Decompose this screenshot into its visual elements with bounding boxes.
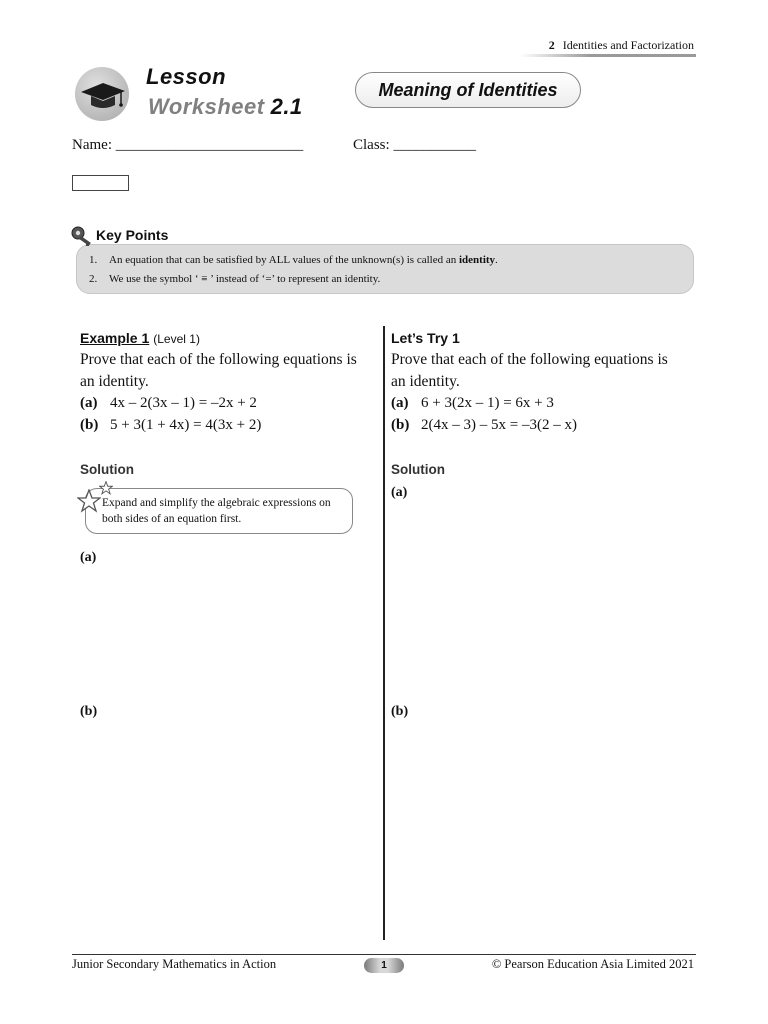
worksheet-number: 2.1 — [270, 94, 303, 119]
footer-copyright: © Pearson Education Asia Limited 2021 — [491, 957, 694, 971]
star-icon — [99, 481, 113, 495]
page-number: 1 — [364, 958, 404, 973]
name-label: Name: — [72, 137, 112, 153]
example-part-a: (a) 4x – 2(3x – 1) = –2x + 2 — [80, 395, 257, 411]
worksheet-title: Meaning of Identities — [355, 72, 581, 108]
example-solution-label: Solution — [80, 462, 134, 477]
example-answer-a: (a) — [80, 550, 97, 565]
lets-try-part-a: (a) 6 + 3(2x – 1) = 6x + 3 — [391, 395, 554, 411]
footer-book-title: Junior Secondary Mathematics in Action — [72, 957, 277, 971]
chapter-number: 2 — [548, 38, 555, 52]
example-answer-b: (b) — [80, 704, 98, 719]
chapter-header — [549, 38, 694, 53]
lets-try-solution-label: Solution — [391, 462, 445, 477]
lets-try-title: Let’s Try 1 — [391, 330, 460, 346]
name-blank: _________________________ — [115, 137, 304, 153]
chapter-title: Identities and Factorization — [562, 38, 694, 52]
chapter-rule — [520, 54, 696, 57]
worksheet-heading — [148, 94, 303, 120]
key-points-title: Key Points — [96, 227, 169, 243]
column-divider — [383, 326, 385, 940]
lesson-label: Lesson — [146, 64, 227, 89]
lets-try-answer-b: (b) — [391, 704, 409, 719]
star-icon — [77, 489, 101, 513]
example-title: Example 1 — [80, 330, 150, 346]
lets-try-answer-a: (a) — [391, 485, 408, 500]
lets-try-part-b: (b) 2(4x – 3) – 5x = –3(2 – x) — [391, 417, 577, 433]
class-field[interactable] — [353, 137, 476, 154]
example-heading — [80, 330, 200, 346]
footer-rule — [72, 954, 696, 955]
example-level: (Level 1) — [153, 332, 200, 346]
hint-box: Expand and simplify the algebraic expressions on both sides of an equation first. — [85, 488, 353, 534]
class-label: Class: — [353, 137, 390, 153]
logo-badge — [75, 67, 129, 121]
key-points-box — [76, 244, 694, 294]
key-point-item: 2. We use the symbol ‘ ≡ ’ instead of ‘=’ to represent an identity. — [89, 273, 381, 285]
example-part-b: (b) 5 + 3(1 + 4x) = 4(3x + 2) — [80, 417, 262, 433]
worksheet-label: Worksheet — [148, 94, 265, 119]
key-point-item: 1. An equation that can be satisfied by ALL values of the unknown(s) is called an identity. — [89, 254, 498, 266]
example-prompt: Prove that each of the following equations is an identity. — [80, 351, 357, 390]
number-box[interactable] — [72, 175, 129, 191]
key-icon — [70, 224, 96, 248]
name-field[interactable] — [72, 137, 303, 154]
class-blank: ___________ — [393, 137, 476, 153]
lets-try-prompt: Prove that each of the following equations is an identity. — [391, 351, 668, 390]
graduation-cap-icon — [75, 67, 129, 121]
